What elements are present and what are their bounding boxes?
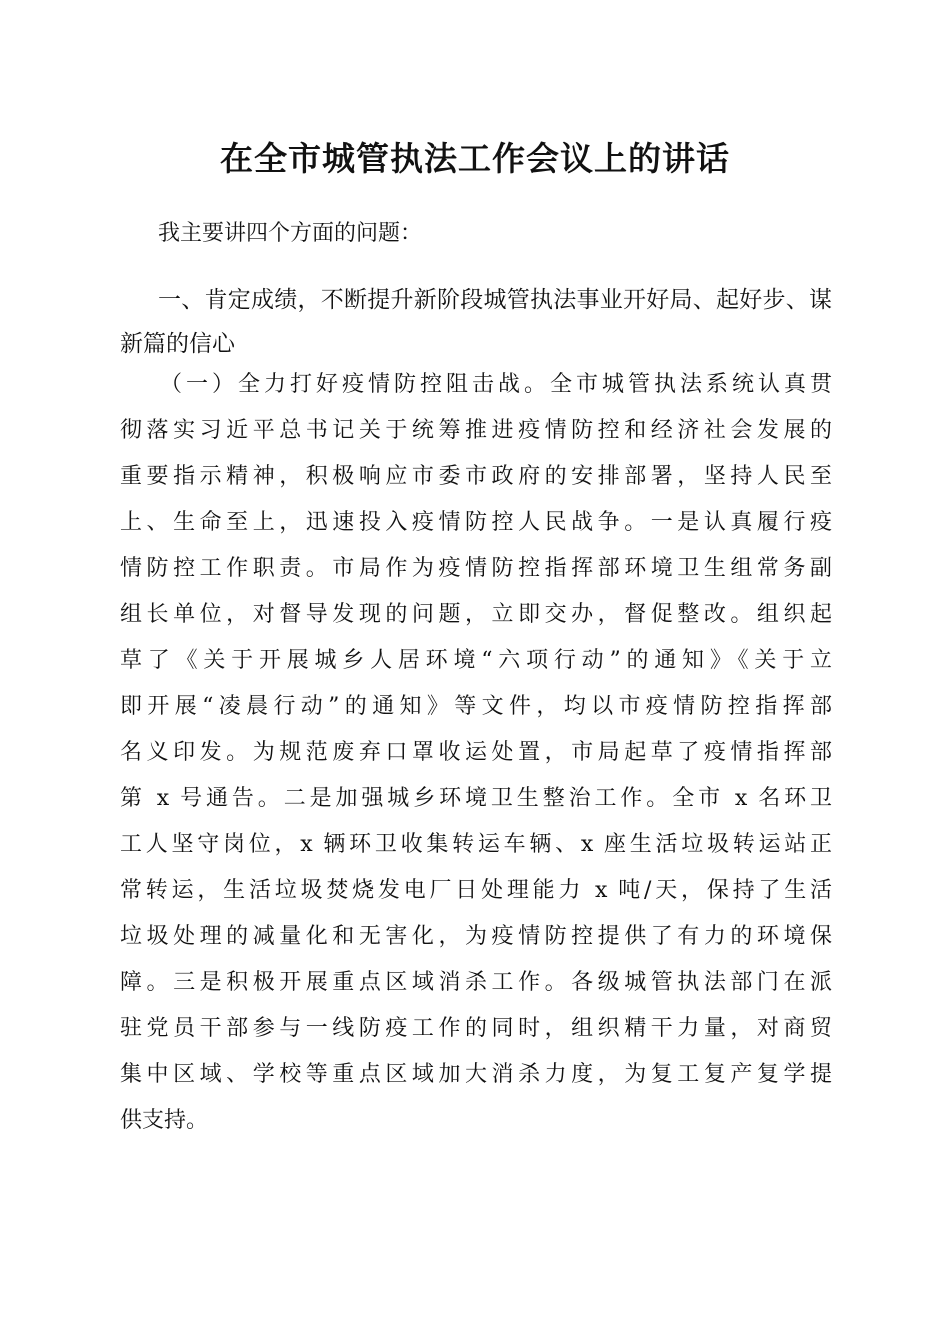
body-paragraph <box>120 362 832 1144</box>
body-line: 垃圾处理的减量化和无害化，为疫情防控提供了有力的环境保 <box>120 924 832 949</box>
intro-paragraph: 我主要讲四个方面的问题： <box>158 221 423 246</box>
body-line: 情防控工作职责。市局作为疫情防控指挥部环境卫生组常务副 <box>120 556 832 581</box>
body-line: 障。三是积极开展重点区域消杀工作。各级城管执法部门在派 <box>120 970 832 995</box>
body-line: 名义印发。为规范废弃口罩收运处置，市局起草了疫情指挥部 <box>120 740 832 765</box>
body-line: （一）全力打好疫情防控阻击战。全市城管执法系统认真贯 <box>160 372 832 397</box>
body-line: 即开展“凌晨行动”的通知》等文件，均以市疫情防控指挥部 <box>120 694 832 719</box>
body-line: 集中区域、学校等重点区域加大消杀力度，为复工复产复学提 <box>120 1062 832 1087</box>
body-line: 驻党员干部参与一线防疫工作的同时，组织精干力量，对商贸 <box>120 1016 832 1041</box>
document-title: 在全市城管执法工作会议上的讲话 <box>220 139 730 178</box>
body-line: 组长单位，对督导发现的问题，立即交办，督促整改。组织起 <box>120 602 832 627</box>
body-line: 第 x 号通告。二是加强城乡环境卫生整治工作。全市 x 名环卫 <box>120 786 832 811</box>
section-heading: 一、肯定成绩，不断提升新阶段城管执法事业开好局、起好步、谋新篇的信心 <box>120 287 832 357</box>
body-line: 草了《关于开展城乡人居环境“六项行动”的通知》《关于立 <box>120 648 832 673</box>
body-line: 工人坚守岗位，x 辆环卫收集转运车辆、x 座生活垃圾转运站正 <box>120 832 832 857</box>
body-line: 上、生命至上，迅速投入疫情防控人民战争。一是认真履行疫 <box>120 510 832 535</box>
body-line: 供支持。 <box>120 1108 209 1133</box>
body-line: 彻落实习近平总书记关于统筹推进疫情防控和经济社会发展的 <box>120 418 832 443</box>
body-line: 重要指示精神，积极响应市委市政府的安排部署，坚持人民至 <box>120 464 832 489</box>
body-line: 常转运，生活垃圾焚烧发电厂日处理能力 x 吨/天，保持了生活 <box>120 878 832 903</box>
